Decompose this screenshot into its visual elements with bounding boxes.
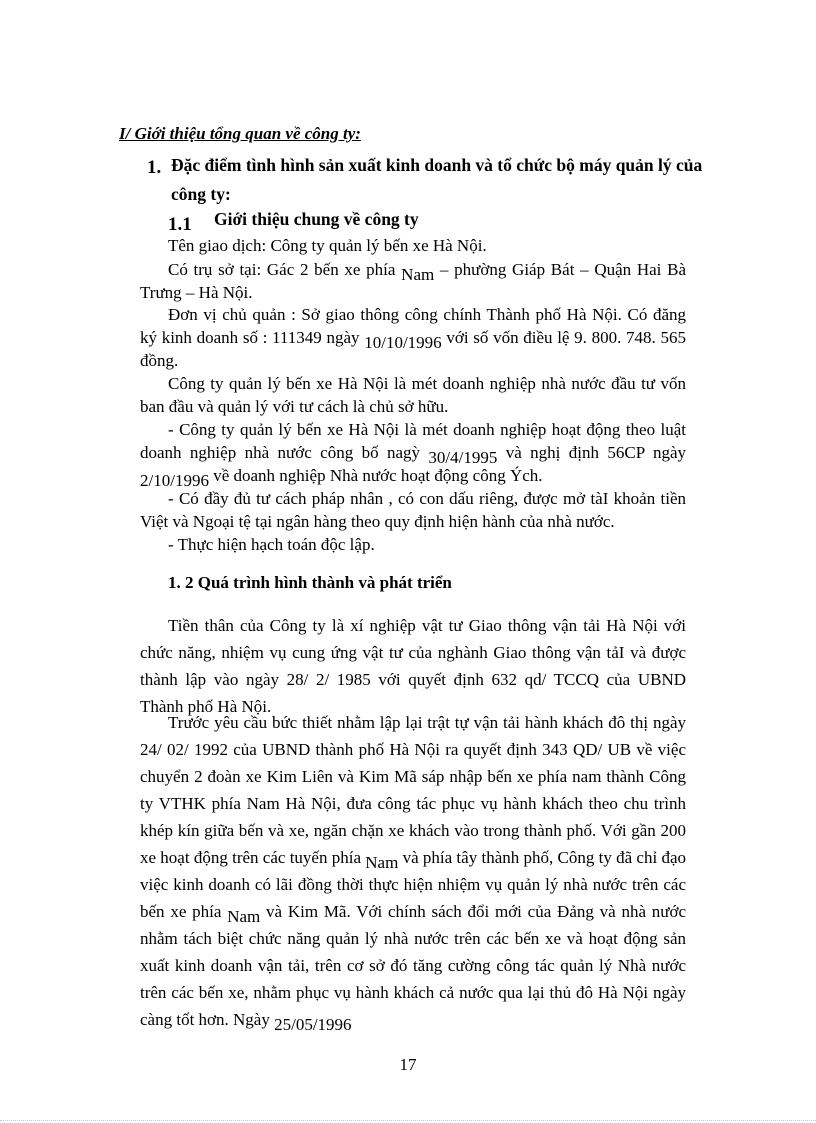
- paragraph-doanh-nghiep-nha-nuoc: Công ty quản lý bến xe Hà Nội là mét doanh nghiệp nhà nước đầu tư vốn ban đầu và quản lý với tư cách là chủ sở hữu.: [140, 374, 686, 416]
- section-1-title: Đặc điểm tình hình sản xuất kinh doanh và tổ chức bộ máy quản lý của công ty:: [171, 155, 703, 204]
- main-heading: I/ Giới thiệu tổng quan về công ty:: [119, 124, 361, 143]
- section-1-1-heading: [168, 209, 419, 235]
- page-bottom-divider: [0, 1120, 816, 1121]
- paragraph-tien-than: Tiền thân của Công ty là xí nghiệp vật tư Giao thông vận tải Hà Nội với chức năng, nhiệm vụ cung ứng vật tư của nghành Giao thông vận tảI và được thành lập vào ngày 28/ 2/ 1985 với quyết định 632 qd/ TCCQ của UBND Thành phố Hà Nội.: [140, 616, 686, 716]
- paragraph-tru-so: Có trụ sở tại: Gác 2 bến xe phía Nam – phường Giáp Bát – Quận Hai Bà Trưng – Hà Nội.: [140, 260, 687, 302]
- section-1-number: 1.: [147, 157, 162, 178]
- section-1-heading: [147, 151, 707, 209]
- section-1-2-heading: 1. 2 Quá trình hình thành và phát triển: [168, 573, 452, 592]
- page-number: 17: [399, 1055, 417, 1074]
- paragraph-ten-giao-dich: Tên giao dịch: Công ty quản lý bến xe Hà Nội.: [168, 236, 487, 255]
- paragraph-don-vi-chu-quan: Đơn vị chủ quản : Sở giao thông công chính Thành phố Hà Nội. Có đăng ký kinh doanh số : 111349 ngày 10/10/1996 với số vốn điều lệ 9. 800. 748. 565 đồng.: [140, 305, 686, 370]
- paragraph-phap-nhan: - Có đầy đủ tư cách pháp nhân , có con dấu riêng, được mở tàI khoản tiền Việt và Ngoại tệ tại ngân hàng theo quy định hiện hành của nhà nước.: [140, 489, 686, 531]
- section-1-1-number: 1.1: [168, 214, 192, 235]
- section-1-1-title: Giới thiệu chung về công ty: [214, 209, 419, 229]
- paragraph-truoc-yeu-cau: Trước yêu cầu bức thiết nhằm lập lại trật tự vận tải hành khách đô thị ngày 24/ 02/ 1992 của UBND thành phố Hà Nội ra quyết định 343 QD/ UB về việc chuyển 2 đoàn xe Kim Liên và Kim Mã sáp nhập bến xe phía nam thành Công ty VTHK phía Nam Hà Nội, đưa công tác phục vụ hành khách theo chu trình khép kín giữa bến và xe, ngăn chặn xe khách vào trong thành phố. Với gần 200 xe hoạt động trên các tuyến phía Nam và phía tây thành phố, Công ty đã chỉ đạo việc kinh doanh có lãi đồng thời thực hiện nhiệm vụ quản lý nhà nước trên các bến xe phía Nam và Kim Mã. Với chính sách đổi mới của Đảng và nhà nước nhằm tách biệt chức năng quản lý nhà nước trên các bến xe và hoạt động sản xuất kinh doanh vận tải, trên cơ sở đó tăng cường công tác quản lý Nhà nước trên các bến xe, nhằm phục vụ hành khách cả nước qua lại thủ đô Hà Nội ngày càng tốt hơn. Ngày 25/05/1996: [140, 713, 687, 1034]
- paragraph-hach-toan: - Thực hiện hạch toán độc lập.: [168, 535, 375, 554]
- paragraph-hoat-dong: - Công ty quản lý bến xe Hà Nội là mét doanh nghiệp hoạt động theo luật doanh nghiệp nhà nước công bố nagỳ 30/4/1995 và nghị định 56CP ngày 2/10/1996 về doanh nghiệp Nhà nước hoạt động công Ých.: [140, 420, 686, 490]
